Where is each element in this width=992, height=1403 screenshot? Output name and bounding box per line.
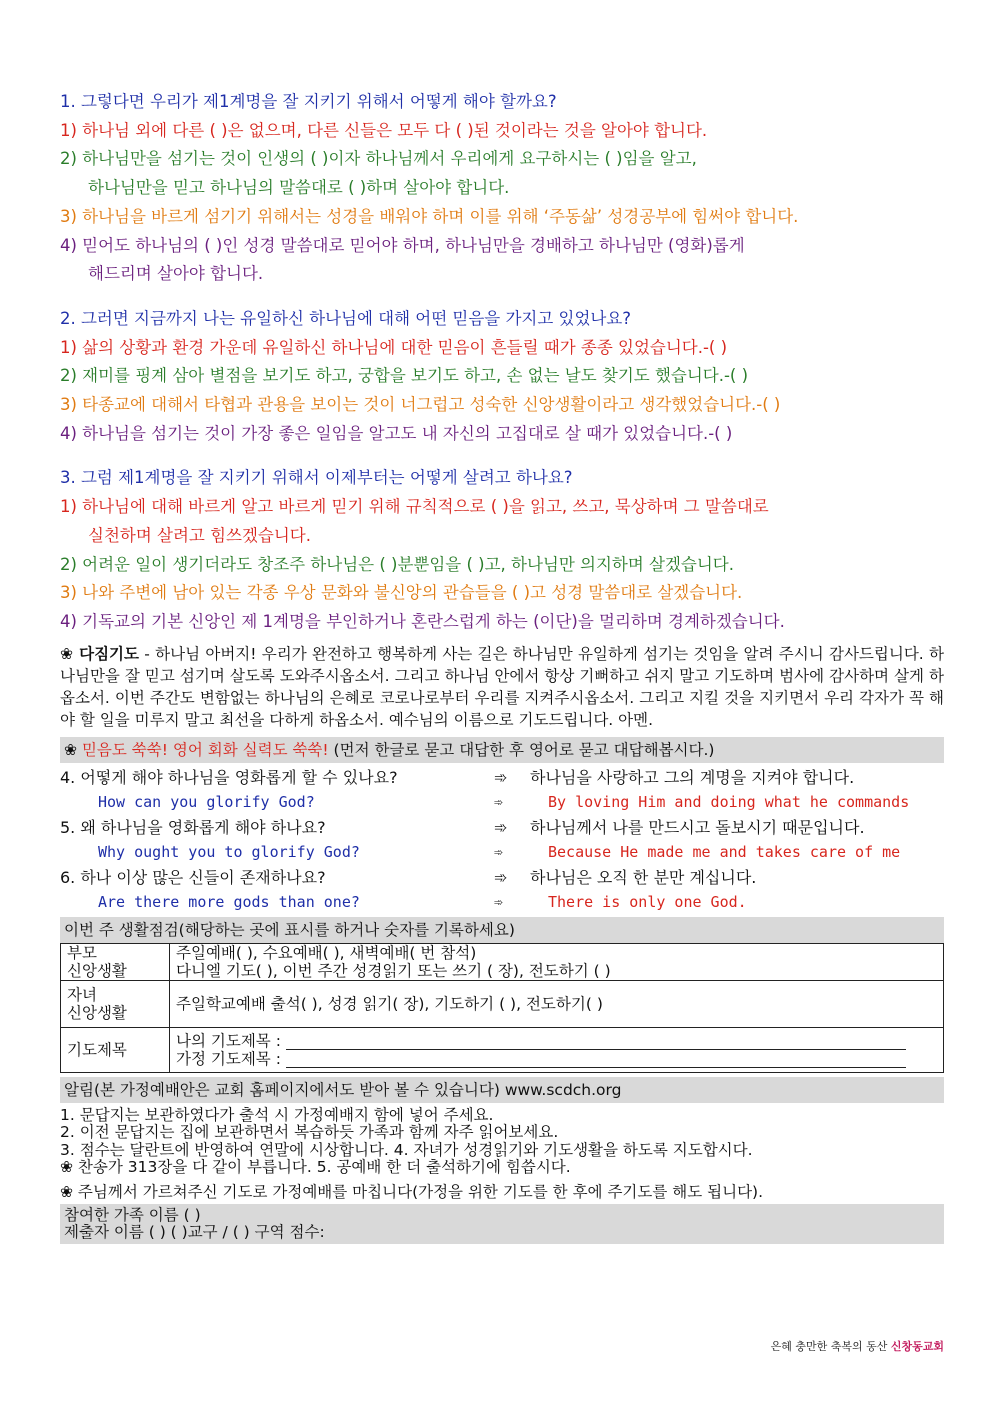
answer-en: Because He made me and takes care of me	[548, 842, 901, 861]
submitter-field[interactable]: 제출자 이름 ( ) ( )교구 / ( ) 구역 점수:	[64, 1223, 325, 1242]
section2-item-4: 4) 하나님을 섬기는 것이 가장 좋은 일임을 알고도 내 자신의 고집대로 살 때가 있었습니다.-( )	[60, 423, 733, 443]
prayer-label: ❀ 다짐기도	[60, 644, 139, 663]
english-section-header	[60, 737, 944, 763]
commitment-prayer	[60, 643, 944, 731]
prayer-topics-head: 기도제목	[61, 1027, 170, 1072]
answer-en: There is only one God.	[548, 892, 747, 911]
section1-item-4: 4) 믿어도 하나님의 ( )인 성경 말씀대로 믿어야 하며, 하나님만을 경배하고 하나님만 (영화)롭게	[60, 235, 745, 255]
parents-head-line1: 부모	[67, 943, 97, 962]
parents-line2[interactable]: 다니엘 기도( ), 이번 주간 성경읽기 또는 쓰기 ( 장), 전도하기 ( )	[176, 961, 611, 980]
section3-item-1-cont: 실천하며 살려고 힘쓰겠습니다.	[88, 525, 311, 545]
section3-item-3: 3) 나와 주변에 남아 있는 각종 우상 문화와 불신앙의 관습들을 ( )고 성경 말씀대로 살겠습니다.	[60, 583, 743, 603]
weekly-check-hint: (해당하는 곳에 표시를 하거나 숫자를 기록하세요)	[178, 920, 515, 939]
section2-item-1: 1) 삶의 상황과 환경 가운데 유일하신 하나님에 대한 믿음이 흔들릴 때가 종종 있었습니다.-( )	[60, 337, 728, 357]
arrow-icon: ➾	[494, 892, 504, 911]
english-header-rest: (먼저 한글로 묻고 대답한 후 영어로 묻고 대답해봅시다.)	[328, 740, 715, 759]
worship-sheet	[60, 88, 944, 1244]
footer-text: 은혜 충만한 축복의 동산	[770, 1340, 891, 1353]
family-prayer-input-line[interactable]	[286, 1051, 906, 1068]
answer-ko: 하나님은 오직 한 분만 계십니다.	[530, 867, 757, 887]
arrow-icon: ➾	[494, 842, 504, 861]
notice-item: ❀ 찬송가 313장을 다 같이 부릅니다. 5. 공예배 한 더 출석하기에 힘씁시다.	[60, 1158, 571, 1177]
weekly-check-header	[60, 917, 944, 943]
arrow-icon: ➾	[494, 767, 508, 787]
answer-en: By loving Him and doing what he commands	[548, 792, 910, 811]
qa-row-ko	[60, 865, 944, 890]
prayer-topics-fields[interactable]	[170, 1027, 944, 1072]
notice-list	[60, 1107, 944, 1202]
family-prayer-topic[interactable]	[176, 1050, 937, 1068]
parents-fields[interactable]	[170, 943, 944, 980]
section3-item-4: 4) 기독교의 기본 신앙인 제 1계명을 부인하거나 혼란스럽게 하는 (이단)을 멀리하며 경계하겠습니다.	[60, 611, 785, 631]
section1-item-4-cont: 해드리며 살아야 합니다.	[88, 264, 264, 284]
qa-row-en	[60, 840, 944, 865]
qa-row-en	[60, 890, 944, 915]
notice-item: 2. 이전 문답지는 집에 보관하면서 복습하듯 가족과 함께 자주 읽어보세요.	[60, 1123, 559, 1142]
question-ko: 5. 왜 하나님을 영화롭게 해야 하나요?	[60, 817, 326, 837]
flower-icon: ❀	[64, 740, 77, 759]
question-en: Why ought you to glorify God?	[98, 842, 360, 861]
my-prayer-topic[interactable]	[176, 1032, 937, 1050]
question-en: Are there more gods than one?	[98, 892, 360, 911]
section1-item-1: 1) 하나님 외에 다른 ( )은 없으며, 다른 신들은 모두 다 ( )된 것이라는 것을 알아야 합니다.	[60, 120, 708, 140]
section2-item-2: 2) 재미를 핑계 삼아 별점을 보기도 하고, 궁합을 보기도 하고, 손 없는 날도 찾기도 했습니다.-( )	[60, 366, 749, 386]
closing-hint: (가정을 위한 기도를 한 후에 주기도를 해도 됩니다).	[412, 1182, 764, 1201]
qa-row-ko	[60, 815, 944, 840]
notice-item: 3. 점수는 달란트에 반영하여 연말에 시상합니다. 4. 자녀가 성경읽기와 기도생활을 하도록 지도합시다.	[60, 1140, 753, 1159]
my-prayer-label: 나의 기도제목 :	[176, 1031, 281, 1050]
section1-item-3: 3) 하나님을 바르게 섬기기 위해서는 성경을 배워야 하며 이를 위해 ‘주동삶’ 성경공부에 힘써야 합니다.	[60, 206, 799, 226]
children-line[interactable]: 주일학교예배 출석( ), 성경 읽기( 장), 기도하기 ( ), 전도하기( )	[176, 994, 603, 1013]
question-ko: 4. 어떻게 해야 하나님을 영화롭게 할 수 있나요?	[60, 767, 398, 787]
notice-title: 알림	[64, 1080, 94, 1099]
parents-head	[61, 943, 170, 980]
arrow-icon: ➾	[494, 792, 504, 811]
qa-list	[60, 765, 944, 915]
table-row	[61, 980, 944, 1027]
children-head-line1: 자녀	[67, 985, 97, 1004]
section1-item-2: 2) 하나님만을 섬기는 것이 인생의 ( )이자 하나님께서 우리에게 요구하시는 ( )임을 알고,	[60, 149, 697, 169]
church-name: 신창동교회	[890, 1340, 944, 1353]
weekly-check-table	[60, 943, 944, 1073]
family-prayer-label: 가정 기도제목 :	[176, 1049, 281, 1068]
section2-title: 2. 그러면 지금까지 나는 유일하신 하나님에 대해 어떤 믿음을 가지고 있었나요?	[60, 308, 632, 328]
parents-line1[interactable]: 주일예배( ), 수요예배( ), 새벽예배( 번 참석)	[176, 943, 477, 962]
prayer-text: - 하나님 아버지! 우리가 완전하고 행복하게 사는 길은 하나님만 유일하게 섬기는 것임을 알려 주시니 감사드립니다. 하나님만을 잘 믿고 섬기며 살도록 도와주시옵소서. 그리고 하나님 안에서 항상 기뻐하고 쉬지 말고 기도하며 범사에 감사하며 살게 하옵소서. 이번 주간도 변함없는 하나님의 은혜로 코로나로부터 우리를 지켜주시옵소서. 그리고 지킬 것을 지키면서 우리 각자가 꼭 해야 할 일을 미루지 말고 최선을 다하게 하옵소서. 예수님의 이름으로 기도드립니다. 아멘.	[60, 644, 944, 729]
qa-row-en	[60, 790, 944, 815]
notice-header	[60, 1077, 944, 1103]
section3-item-1: 1) 하나님에 대해 바르게 알고 바르게 믿기 위해 규칙적으로 ( )을 읽고, 쓰고, 묵상하며 그 말씀대로	[60, 497, 769, 517]
parents-head-line2: 신앙생활	[67, 961, 127, 980]
section1-item-2-cont: 하나님만을 믿고 하나님의 말씀대로 ( )하며 살아야 합니다.	[88, 178, 510, 198]
section2-item-3: 3) 타종교에 대해서 타협과 관용을 보이는 것이 너그럽고 성숙한 신앙생활이라고 생각했었습니다.-( )	[60, 395, 781, 415]
my-prayer-input-line[interactable]	[286, 1033, 906, 1050]
section1-title: 1. 그렇다면 우리가 제1계명을 잘 지키기 위해서 어떻게 해야 할까요?	[60, 92, 557, 111]
question-en: How can you glorify God?	[98, 792, 315, 811]
submission-box[interactable]	[60, 1204, 944, 1244]
table-row	[61, 943, 944, 980]
question-ko: 6. 하나 이상 많은 신들이 존재하나요?	[60, 867, 326, 887]
qa-row-ko	[60, 765, 944, 790]
weekly-check-title: 이번 주 생활점검	[64, 920, 179, 939]
arrow-icon: ➾	[494, 817, 508, 837]
children-head	[61, 980, 170, 1027]
notice-item: 1. 문답지는 보관하였다가 출석 시 가정예배지 함에 넣어 주세요.	[60, 1105, 494, 1124]
children-fields[interactable]	[170, 980, 944, 1027]
closing-line	[60, 1184, 944, 1202]
children-head-line2: 신앙생활	[67, 1003, 127, 1022]
answer-ko: 하나님을 사랑하고 그의 계명을 지켜야 합니다.	[530, 767, 855, 787]
answer-ko: 하나님께서 나를 만드시고 돌보시기 때문입니다.	[530, 817, 865, 837]
english-header-red: 믿음도 쑥쑥! 영어 회화 실력도 쑥쑥!	[81, 740, 329, 759]
section3-item-2: 2) 어려운 일이 생기더라도 창조주 하나님은 ( )분뿐임을 ( )고, 하나님만 의지하며 살겠습니다.	[60, 554, 734, 574]
table-row	[61, 1027, 944, 1072]
arrow-icon: ➾	[494, 867, 508, 887]
notice-hint: (본 가정예배안은 교회 홈페이지에서도 받아 볼 수 있습니다) www.scdch.org	[93, 1080, 622, 1099]
section3-title: 3. 그럼 제1계명을 잘 지키기 위해서 이제부터는 어떻게 살려고 하나요?	[60, 468, 573, 488]
family-names-field[interactable]: 참여한 가족 이름 ( )	[64, 1206, 201, 1225]
closing-main: ❀ 주님께서 가르쳐주신 기도로 가정예배를 마칩니다	[60, 1182, 413, 1201]
footer	[771, 1338, 944, 1354]
